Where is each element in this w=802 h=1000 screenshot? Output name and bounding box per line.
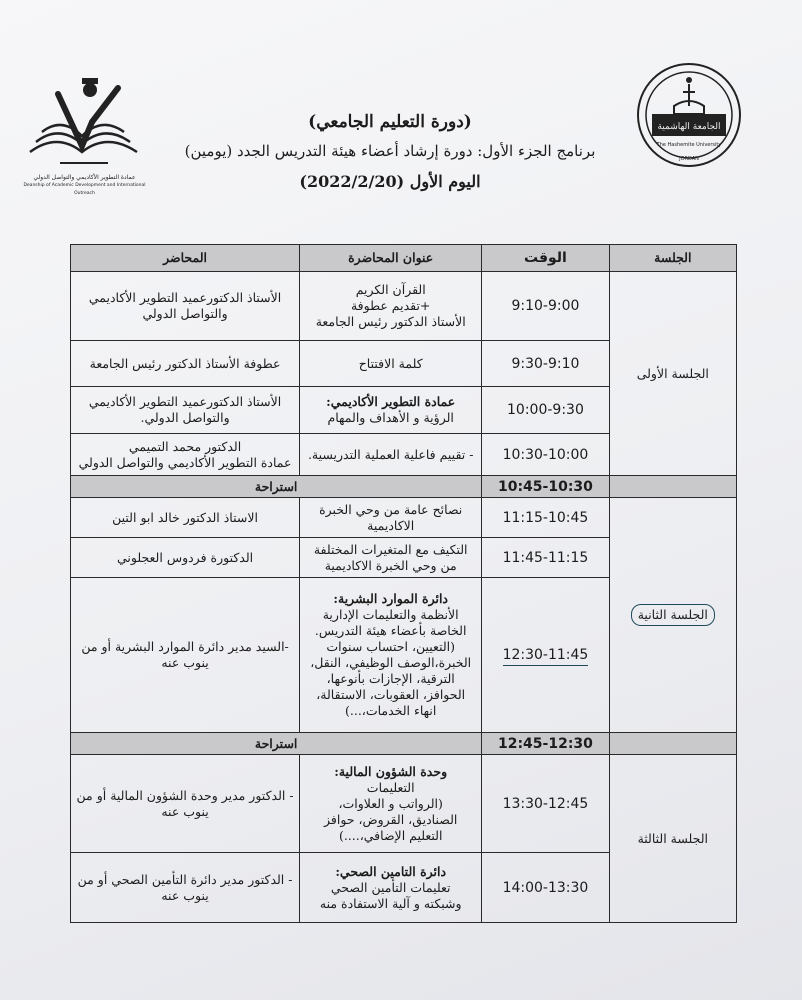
header-lecturer: المحاضر [71,245,300,272]
header-session: الجلسة [609,245,736,272]
table-header-row [71,245,737,272]
title-cell [300,341,482,387]
seal-country-text: JORDAN [679,156,699,162]
lecturer-cell [71,498,300,538]
title-cell [300,272,482,341]
lecturer-line: الأستاذ الدكتورعميد التطوير الأكاديمي [88,290,282,305]
lecturer-cell [71,755,300,853]
university-seal-icon [636,62,742,168]
lecturer-line: الاستاذ الدكتور خالد ابو التين [112,509,258,525]
lecturer-cell [71,341,300,387]
title-line: انهاء الخدمات،...) [345,703,437,718]
lecturer-line: الأستاذ الدكتورعميد التطوير الأكاديمي [88,394,282,409]
time-cell: 10:00-9:30 [482,387,609,434]
lecturer-line: ينوب عنه [161,803,209,819]
course-title: (دورة التعليم الجامعي) [308,112,472,132]
title-cell [300,434,482,476]
lecturer-cell [71,853,300,923]
header-time: الوقت [482,245,609,272]
lecturer-line: الدكتور محمد التميمي [128,438,242,454]
lecturer-line: عمادة التطوير الأكاديمي والتواصل الدولي [78,454,292,470]
title-line: +تقديم عطوفة [350,298,431,313]
lecturer-line: ينوب عنه [161,887,209,903]
lecturer-line: والتواصل الدولي [142,306,228,321]
seal-english-text: The Hashemite University [656,142,722,148]
title-line: الأنظمة والتعليمات الإدارية [322,607,459,622]
time-cell: 13:30-12:45 [482,755,609,853]
lecturer-line: والتواصل الدولي. [140,410,230,425]
table-row [71,755,737,853]
title-line: تعليمات التأمين الصحي [330,879,451,895]
title-line: الصناديق، القروض، حوافز [324,811,458,827]
time-cell: 10:30-10:00 [482,434,609,476]
session-1-cell [609,272,736,476]
university-seal [636,62,742,168]
break-row [71,733,737,755]
break-label: استراحة [71,733,482,755]
title-line: الخبرة،الوصف الوظيفي، النقل، [310,655,472,670]
session-3-label: الجلسة الثالثة [637,830,709,846]
break-label: استراحة [71,476,482,498]
lecturer-line: الدكتورة فردوس العجلوني [116,549,254,565]
title-line: التعليمات [366,779,415,795]
table-row [71,498,737,538]
lecturer-line: - الدكتور مدير وحدة الشؤون المالية أو من [76,787,294,803]
day-title: اليوم الأول (2022/2/20) [299,172,481,191]
lecturer-cell [71,387,300,434]
title-line: التعليم الإضافي،....) [338,827,443,843]
title-cell [300,853,482,923]
session-2-cell [609,498,736,733]
session-2-label: الجلسة الثانية [631,604,715,626]
title-line: - تقييم فاعلية العملية التدريسية. [307,446,474,462]
title-line: الخاصة بأعضاء هيئة التدريس. [314,623,467,638]
time-cell: 9:10-9:00 [482,272,609,341]
title-line: الأستاذ الدكتور رئيس الجامعة [315,314,466,329]
break-empty-cell [609,733,736,755]
title-line: الاكاديمية [367,517,415,533]
title-cell [300,538,482,578]
time-cell [482,578,609,733]
seal-arabic-text: الجامعة الهاشمية [657,122,721,132]
lecturer-cell [71,272,300,341]
session-1-label: الجلسة الأولى [636,365,709,381]
document-header [150,112,630,191]
title-line: من وحي الخبرة الاكاديمية [324,557,457,573]
book-logo-icon [22,74,147,174]
time-cell: 11:15-10:45 [482,498,609,538]
schedule-table [70,244,737,923]
break-time-cell: 12:45-12:30 [482,733,609,755]
deanship-caption-en: Deanship of Academic Development and International Outreach [23,183,146,196]
header-title: عنوان المحاضرة [300,245,482,272]
title-heading: وحدة الشؤون المالية: [334,763,448,779]
time-cell: 11:45-11:15 [482,538,609,578]
title-line: الرؤية و الأهداف والمهام [327,410,454,425]
lecturer-cell [71,538,300,578]
title-line: الحوافز، العقوبات، الاستقالة، [316,687,466,702]
session-3-cell [609,755,736,923]
title-cell [300,578,482,733]
title-cell [300,498,482,538]
title-heading: دائرة الموارد البشرية: [333,591,448,606]
title-line: وشبكته و آلية الاستفادة منه [319,895,462,911]
title-cell [300,755,482,853]
title-cell [300,387,482,434]
title-line: كلمة الافتتاح [358,355,423,371]
lecturer-line: -السيد مدير دائرة الموارد البشرية أو من [81,639,289,654]
title-heading: عمادة التطوير الأكاديمي: [326,394,456,409]
lecturer-line: ينوب عنه [161,655,209,670]
title-line: التكيف مع المتغيرات المختلفة [313,541,468,557]
deanship-logo [22,74,147,198]
table-row [71,272,737,341]
title-line: (التعيين، احتساب سنوات [326,639,456,654]
lecturer-cell [71,578,300,733]
deanship-caption: عمادة التطوير الأكاديمي والتواصل الدولي [33,174,136,181]
lecturer-cell [71,434,300,476]
lecturer-line: - الدكتور مدير دائرة التأمين الصحي أو من [77,871,293,887]
program-title: برنامج الجزء الأول: دورة إرشاد أعضاء هيئة التدريس الجدد (يومين) [184,142,596,160]
title-line: الترقية، الإجازات بأنوعها، [326,671,455,686]
break-time-cell: 10:45-10:30 [482,476,609,498]
break-empty-cell [609,476,736,498]
title-line: نصائح عامة من وحي الخبرة [319,501,463,517]
title-heading: دائرة التامين الصحي: [335,863,447,879]
title-line: (الرواتب و العلاوات، [338,795,443,811]
time-cell: 14:00-13:30 [482,853,609,923]
time-value: 12:30-11:45 [503,647,589,666]
title-line: القرآن الكريم [355,282,426,297]
lecturer-line: عطوفة الأستاذ الدكتور رئيس الجامعة [89,355,281,371]
time-cell: 9:30-9:10 [482,341,609,387]
break-row [71,476,737,498]
